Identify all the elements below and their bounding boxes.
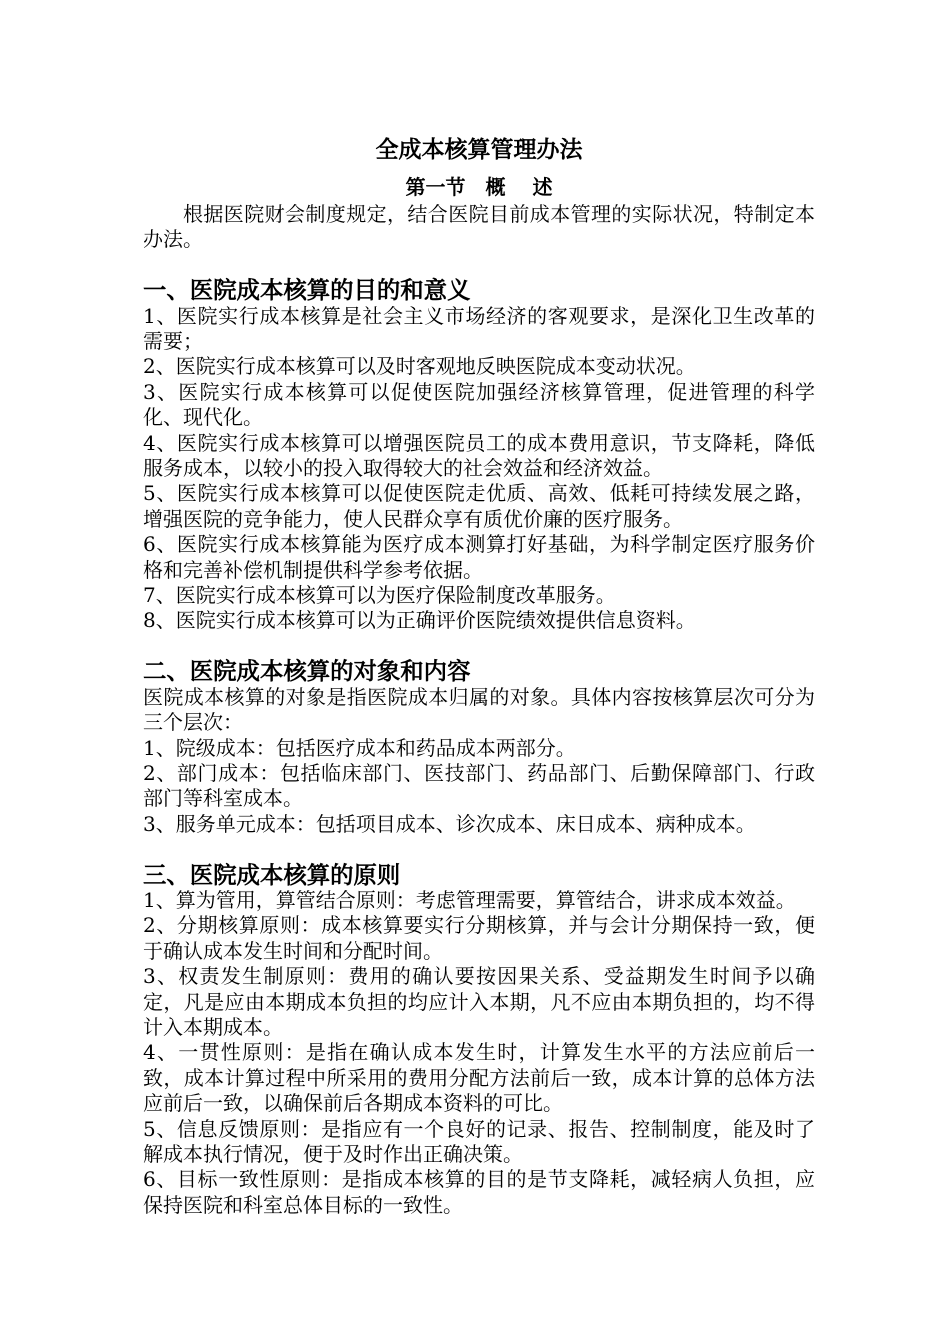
list-item: 3、医院实行成本核算可以促使医院加强经济核算管理，促进管理的科学化、现代化。 — [143, 379, 815, 430]
section-principles — [143, 860, 815, 1219]
list-item: 6、目标一致性原则：是指成本核算的目的是节支降耗，减轻病人负担，应保持医院和科室总体目标的一致性。 — [143, 1167, 815, 1217]
list-item: 4、医院实行成本核算可以增强医院员工的成本费用意识，节支降耗，降低服务成本，以较小的投入取得较大的社会效益和经济效益。 — [143, 430, 815, 481]
list-item: 5、医院实行成本核算可以促使医院走优质、高效、低耗可持续发展之路，增强医院的竞争能力，使人民群众享有质优价廉的医疗服务。 — [143, 481, 815, 531]
list-item: 1、医院实行成本核算是社会主义市场经济的客观要求，是深化卫生改革的需要； — [143, 303, 815, 354]
list-item: 6、医院实行成本核算能为医疗成本测算打好基础，为科学制定医疗服务价格和完善补偿机制提供科学参考依据。 — [143, 532, 815, 582]
list-item: 1、院级成本：包括医疗成本和药品成本两部分。 — [143, 735, 576, 760]
section-purpose — [143, 278, 815, 634]
list-item: 7、医院实行成本核算可以为医疗保险制度改革服务。 — [143, 583, 616, 608]
spacer — [143, 253, 815, 278]
list-item: 8、医院实行成本核算可以为正确评价医院绩效提供信息资料。 — [143, 608, 696, 633]
section-objects — [143, 659, 815, 837]
list-item: 3、权责发生制原则：费用的确认要按因果关系、受益期发生时间予以确定，凡是应由本期成本负担的均应计入本期，凡不应由本期负担的，均不得计入本期成本。 — [143, 964, 815, 1039]
intro-paragraph: 根据医院财会制度规定，结合医院目前成本管理的实际状况，特制定本办法。 — [143, 202, 815, 252]
document-title: 全成本核算管理办法 — [375, 137, 583, 163]
list-item: 3、服务单元成本：包括项目成本、诊次成本、床日成本、病种成本。 — [143, 811, 756, 836]
list-item: 2、医院实行成本核算可以及时客观地反映医院成本变动状况。 — [143, 354, 696, 379]
spacer — [143, 634, 815, 659]
list-item: 4、一贯性原则：是指在确认成本发生时，计算发生水平的方法应前后一致，成本计算过程中所采用的费用分配方法前后一致，成本计算的总体方法应前后一致，以确保前后各期成本资料的可比。 — [143, 1040, 815, 1116]
section-heading: 三、医院成本核算的原则 — [143, 860, 401, 889]
document-page — [143, 128, 815, 1218]
section-heading: 一、医院成本核算的目的和意义 — [143, 276, 471, 305]
list-item: 2、部门成本：包括临床部门、医技部门、药品部门、后勤保障部门、行政部门等科室成本。 — [143, 760, 815, 811]
list-item: 2、分期核算原则：成本核算要实行分期核算，并与会计分期保持一致，便于确认成本发生时间和分配时间。 — [143, 913, 815, 963]
section-heading: 二、医院成本核算的对象和内容 — [143, 657, 471, 686]
list-item: 5、信息反馈原则：是指应有一个良好的记录、报告、控制制度，能及时了解成本执行情况，便于及时作出正确决策。 — [143, 1116, 815, 1166]
list-item: 1、算为管用，算管结合原则：考虑管理需要，算管结合，讲求成本效益。 — [143, 887, 796, 912]
section-title: 第一节 概 述 — [405, 175, 553, 199]
list-item: 医院成本核算的对象是指医院成本归属的对象。具体内容按核算层次可分为三个层次： — [143, 684, 815, 735]
spacer — [143, 837, 815, 862]
